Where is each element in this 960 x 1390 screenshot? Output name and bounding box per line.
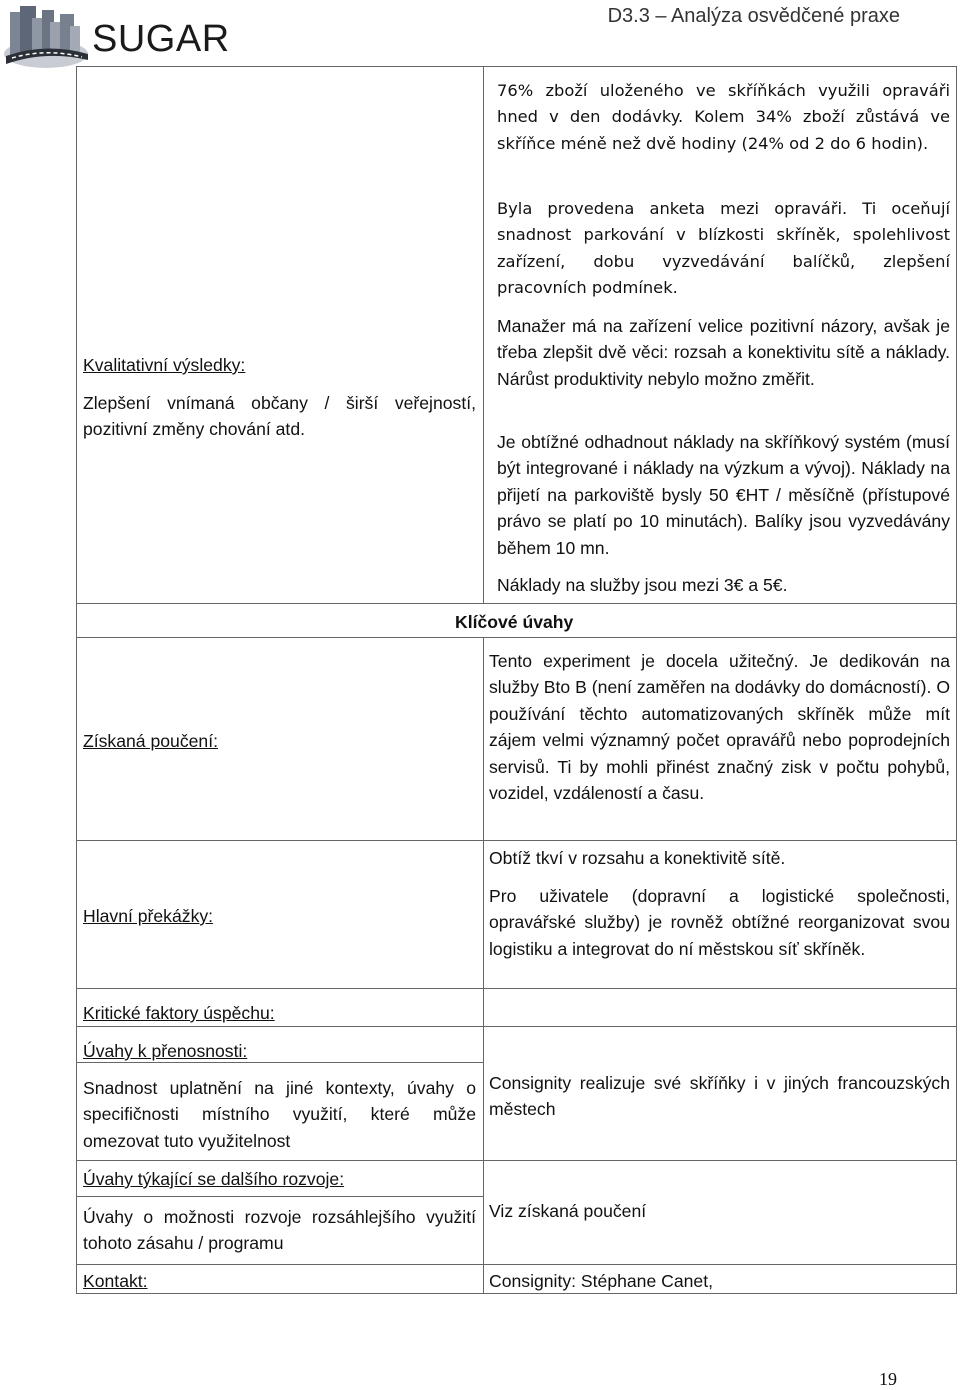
section-heading-key-considerations: Klíčové úvahy (455, 612, 574, 632)
success-factors-label: Kritické faktory úspěchu: (83, 1003, 275, 1023)
main-barriers-label: Hlavní překážky: (83, 906, 214, 926)
transferability-label: Úvahy k přenosnosti: (83, 1041, 248, 1061)
transferability-description: Snadnost uplatnění na jiné kontexty, úvahy o specifičnosti místního využití, které může omezovat tuto využitelnost (83, 1078, 476, 1151)
row-divider (76, 603, 957, 604)
qualitative-paragraph-1: 76% zboží uloženého ve skříňkách využili opraváři hned v den dodávky. Kolem 34% zboží zůstává ve skříňce méně než dvě hodiny (24% od 2 do 6 hodin). (497, 81, 950, 153)
barriers-paragraph-1: Obtíž tkví v rozsahu a konektivitě sítě. (489, 848, 786, 868)
row-divider (76, 1196, 484, 1197)
qualitative-results-label: Kvalitativní výsledky: (83, 355, 246, 375)
development-text: Viz získaná poučení (489, 1201, 647, 1221)
row-divider (76, 840, 957, 841)
qualitative-paragraph-2: Byla provedena anketa mezi opraváři. Ti oceňují snadnost parkování v blízkosti skříněk, spolehlivost zařízení, dobu vyzvedávání balíčků, zlepšení pracovních podmínek. (497, 199, 950, 298)
contact-text: Consignity: Stéphane Canet, (489, 1271, 713, 1291)
barriers-paragraph-2: Pro uživatele (dopravní a logistické společnosti, opravářské služby) je rovněž obtížné reorganizovat svou logistiku a integrovat do ní městskou síť skříněk. (489, 886, 950, 959)
column-divider-top (483, 66, 484, 603)
qualitative-paragraph-4: Je obtížné odhadnout náklady na skříňkový systém (musí být integrované i náklady na výzkum a vývoj). Náklady na přijetí na parkoviště bysly 50 €HT / měsíčně (přístupové právo se platí po 10 minutách). Balíky jsou vyzvedávány během 10 mn. (497, 432, 950, 558)
logo-text: SUGAR (92, 18, 230, 60)
development-label: Úvahy týkající se dalšího rozvoje: (83, 1169, 345, 1189)
transferability-text: Consignity realizuje své skříňky i v jiných francouzských městech (489, 1073, 950, 1120)
row-divider (76, 1160, 957, 1161)
document-title: D3.3 – Analýza osvědčené praxe (607, 5, 900, 27)
page-number: 19 (879, 1369, 897, 1389)
qualitative-paragraph-3: Manažer má na zařízení velice pozitivní názory, avšak je třeba zlepšit dvě věci: rozsah a konektivitu sítě a náklady. Nárůst produktivity nebylo možno změřit. (497, 316, 950, 389)
development-description: Úvahy o možnosti rozvoje rozsáhlejšího využití tohoto zásahu / programu (83, 1207, 476, 1254)
row-divider (76, 988, 957, 989)
page-header (0, 0, 960, 70)
contact-label: Kontakt: (83, 1271, 148, 1291)
row-divider (76, 637, 957, 638)
qualitative-results-description: Zlepšení vnímaná občany / širší veřejností, pozitivní změny chování atd. (83, 393, 476, 440)
row-divider (76, 1264, 957, 1265)
qualitative-paragraph-5: Náklady na služby jsou mezi 3€ a 5€. (497, 575, 788, 595)
lessons-learned-text: Tento experiment je docela užitečný. Je dedikován na služby Bto B (není zaměřen na dodávky do domácností). O používání těchto automatizovaných skříněk může mít zájem velmi významný počet opravářů nebo poprodejních servisů. Ti by mohli přinést značný zisk v počtu pohybů, vozidel, vzdáleností a času. (489, 651, 950, 804)
lessons-learned-label: Získaná poučení: (83, 731, 218, 751)
